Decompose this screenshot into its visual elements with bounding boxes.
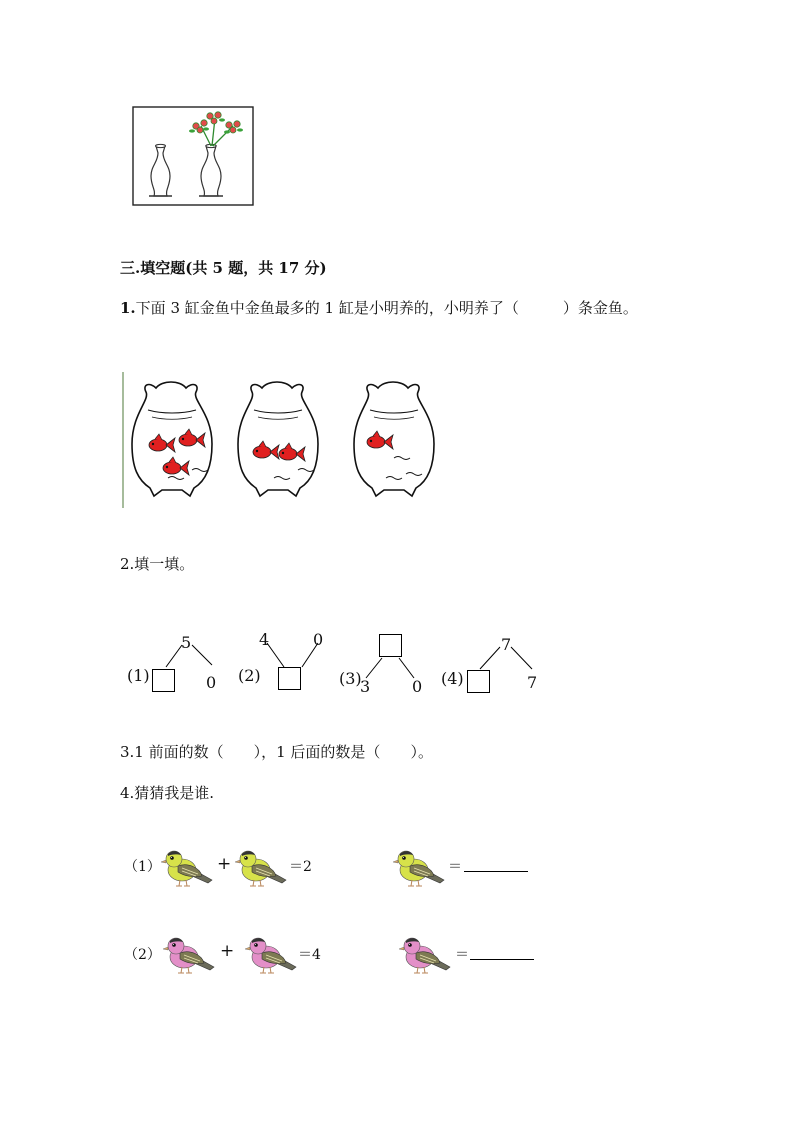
bird-pink [398,933,452,979]
fishbowl [132,382,212,496]
q4-row-2-label: （2） [124,947,161,963]
number-bonds [120,625,560,705]
question-3-part-c: ）。 [410,743,433,761]
bond-4-right: 7 [527,673,538,692]
q4-row-1-label: （1） [124,859,161,875]
vase-picture [132,106,254,206]
question-3-part-a: 3.1 前面的数（ [120,743,224,761]
q4-row-2-equals: ＝ [455,947,469,963]
bird-yellow [160,846,214,890]
bond-2-right: 0 [313,630,324,649]
q4-row-1-sum: ＝2 [289,859,312,875]
q4-row-2-sum: ＝4 [298,947,321,963]
bond-3-label: (3) [339,669,362,688]
bond-1-answer-box[interactable] [152,669,175,692]
question-3-part-b: ），1 后面的数是（ [253,743,381,761]
bond-2-answer-box[interactable] [278,667,301,690]
bird-pink [244,933,298,979]
bird-yellow [234,846,288,890]
bond-3-answer-box[interactable] [379,634,402,657]
bond-4-top: 7 [501,635,512,654]
question-3 [120,741,433,762]
bond-4-answer-box[interactable] [467,670,490,693]
bond-1-top: 5 [181,633,192,652]
question-4-label: 4.猜猜我是谁. [120,784,215,802]
q4-row-2-plus: + [220,941,235,961]
question-1-text-before: 下面 3 缸金鱼中金鱼最多的 1 缸是小明养的，小明养了（ [135,299,519,317]
fishbowl [354,382,434,496]
bird-pink [162,933,216,979]
bond-2-label: (2) [238,666,261,685]
bond-4-label: (4) [441,669,464,688]
q4-row-1-plus: + [217,854,232,874]
bond-1-right: 0 [206,673,217,692]
bond-1-label: (1) [127,666,150,685]
q4-row-1-answer-line[interactable] [464,871,528,872]
question-1-number: 1. [120,299,136,317]
bond-3-right: 0 [412,677,423,696]
question-1 [120,297,638,318]
q4-row-2-answer-line[interactable] [470,959,534,960]
question-2-label: 2.填一填。 [120,555,195,573]
q4-row-1-equals: ＝ [448,859,462,875]
bond-2-left: 4 [259,630,270,649]
section-heading: 三.填空题(共 5 题，共 17 分) [120,259,327,277]
question-1-text-after: ）条金鱼。 [562,299,638,317]
fishbowl [238,382,318,496]
fishbowls-picture [122,370,440,510]
bond-3-left: 3 [360,677,371,696]
bird-yellow [392,846,446,890]
